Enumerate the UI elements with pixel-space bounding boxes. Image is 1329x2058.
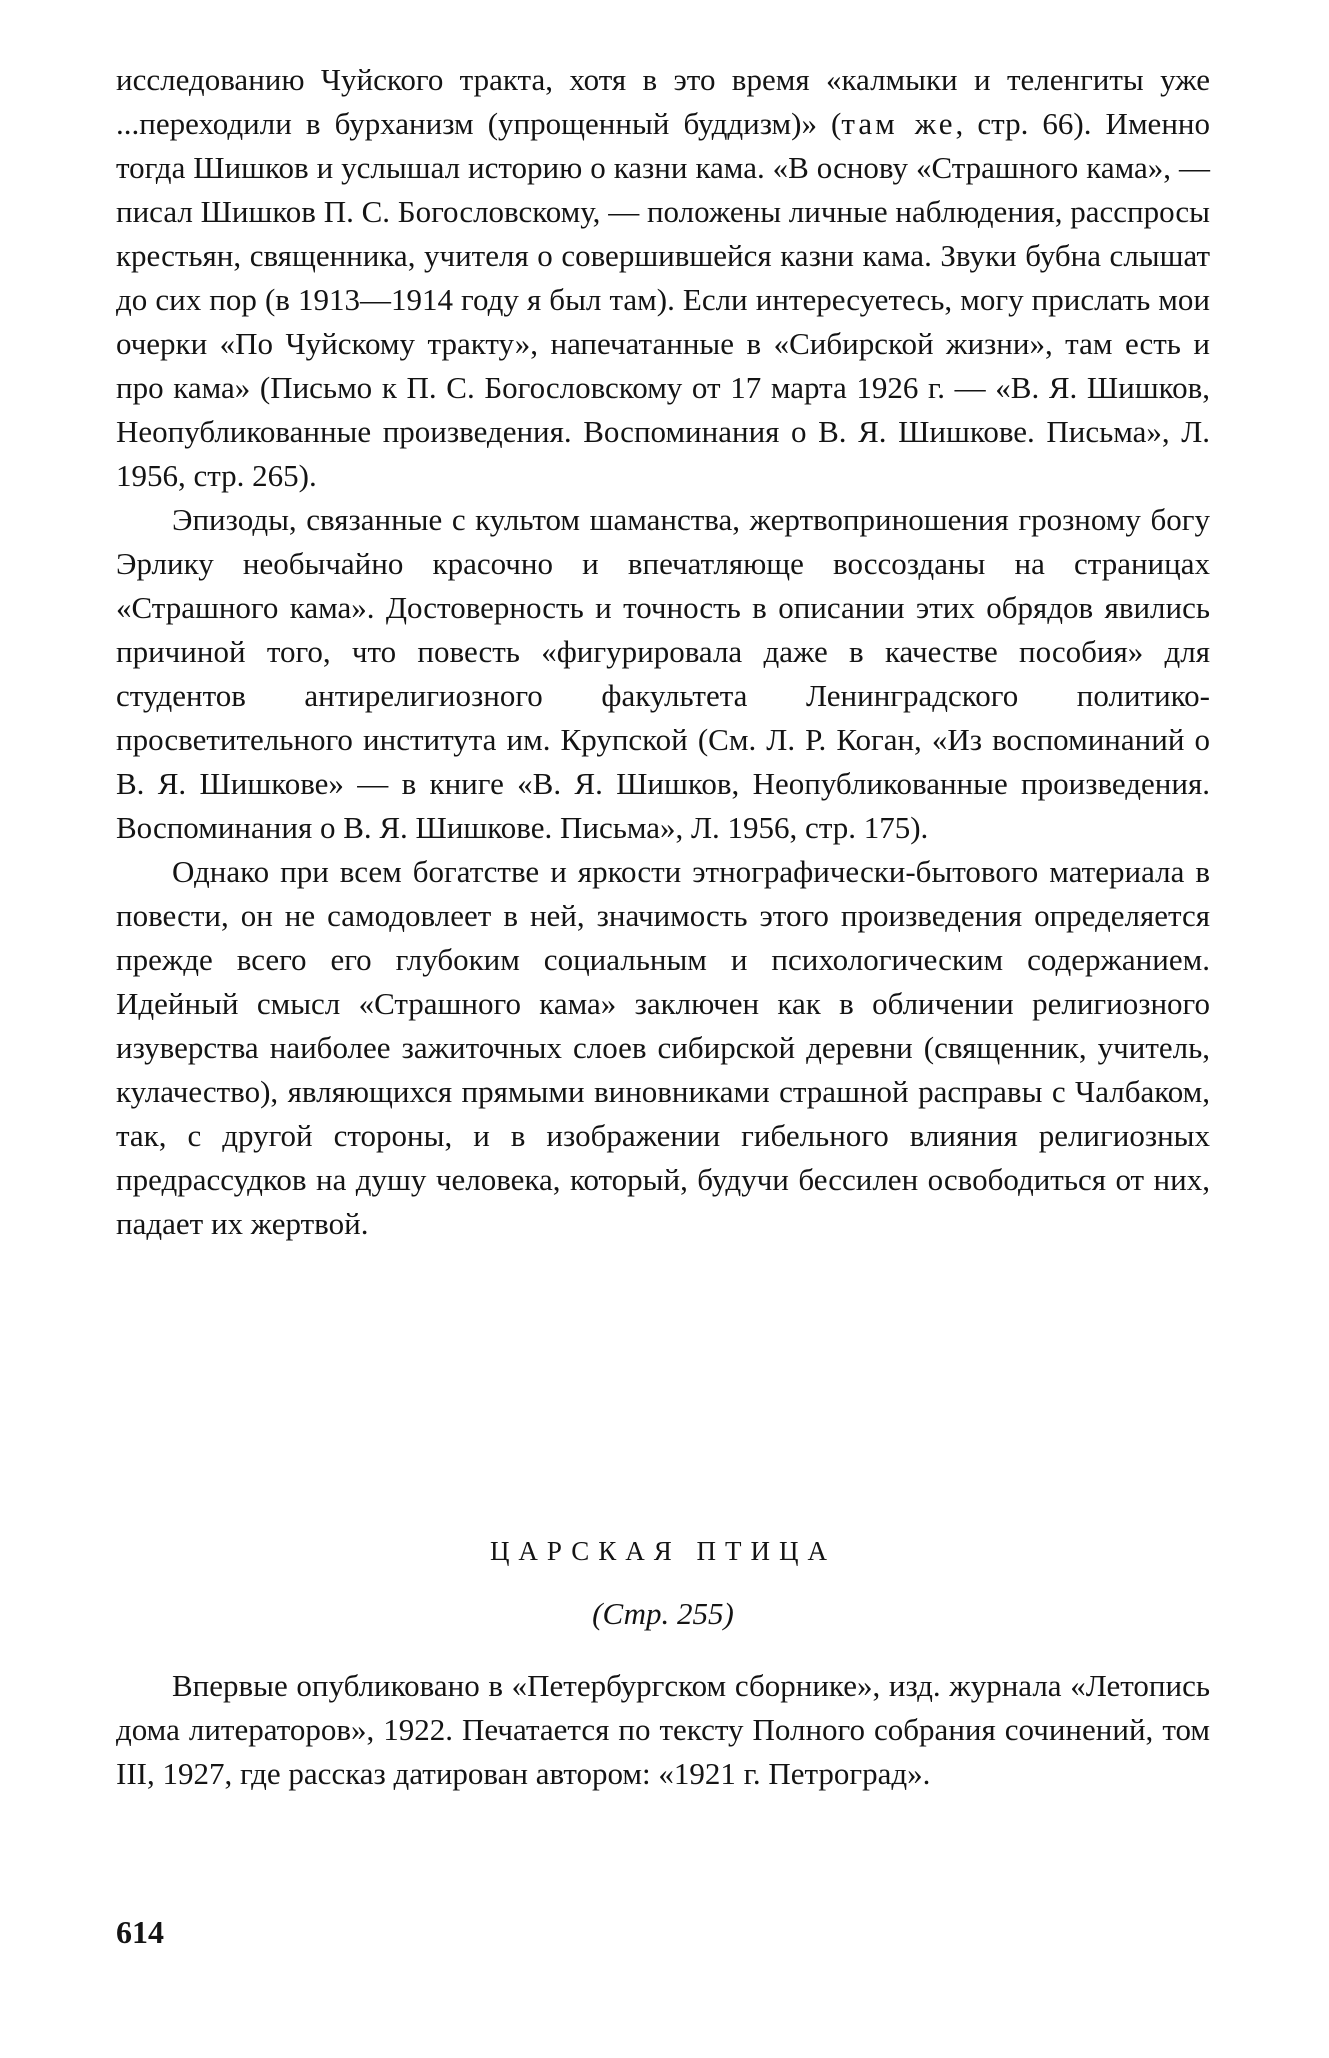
commentary-text [116, 58, 1210, 1246]
section-title: ЦАРСКАЯ ПТИЦА [489, 1536, 837, 1566]
paragraph-1-part-2: , стр. 66). Именно тогда Шишков и услышал историю о казни кама. «В основу «Страшного кама», — писал Шишков П. С. Богословскому, — положены личные наблюдения, расспросы крестьян, священника, учителя о совершившейся казни кама. Звуки бубна слышат до сих пор (в 1913—1914 году я был там). Если интересуетесь, могу прислать мои очерки «По Чуйскому тракту», напечатанные в «Сибирской жизни», там есть и про кама» (Письмо к П. С. Богословскому от 17 марта 1926 г. — «В. Я. Шишков, Неопубликованные произведения. Воспоминания о В. Я. Шишкове. Письма», Л. 1956, стр. 265). [116, 106, 1210, 493]
paragraph-3: Однако при всем богатстве и яркости этнографически-бытового материала в повести, он не самодовлеет в ней, значимость этого произведения определяется прежде всего его глубоким социальным и психологическим содержанием. Идейный смысл «Страшного кама» заключен как в обличении религиозного изуверства наиболее зажиточных слоев сибирской деревни (священник, учитель, кулачество), являющихся прямыми виновниками страшной расправы с Чалбаком, так, с другой стороны, и в изображении гибельного влияния религиозных предрассудков на душу человека, который, будучи бессилен освободиться от них, падает их жертвой. [116, 854, 1210, 1241]
section-page-reference: (Стр. 255) [592, 1596, 734, 1631]
paragraph-1 [116, 58, 1210, 498]
paragraph-1-part-1: исследованию Чуйского тракта, хотя в это время «калмыки и теленгиты уже ...переходили в бурханизм (упрощенный буддизм)» ( [116, 62, 1210, 141]
spaced-reference: там же [841, 106, 956, 141]
page-number: 614 [116, 1914, 164, 1950]
section-text [116, 1664, 1210, 1796]
paragraph-2: Эпизоды, связанные с культом шаманства, жертвоприношения грозному богу Эрлику необычайно красочно и впечатляюще воссозданы на страницах «Страшного кама». Достоверность и точность в описании этих обрядов явились причиной того, что повесть «фигурировала даже в качестве пособия» для студентов антирелигиозного факультета Ленинградского политико-просветительного института им. Крупской (См. Л. Р. Коган, «Из воспоминаний о В. Я. Шишкове» — в книге «В. Я. Шишков, Неопубликованные произведения. Воспоминания о В. Я. Шишкове. Письма», Л. 1956, стр. 175). [116, 502, 1210, 845]
section-paragraph: Впервые опубликовано в «Петербургском сборнике», изд. журнала «Летопись дома литераторов», 1922. Печатается по тексту Полного собрания сочинений, том III, 1927, где рассказ датирован автором: «1921 г. Петроград». [116, 1668, 1210, 1791]
